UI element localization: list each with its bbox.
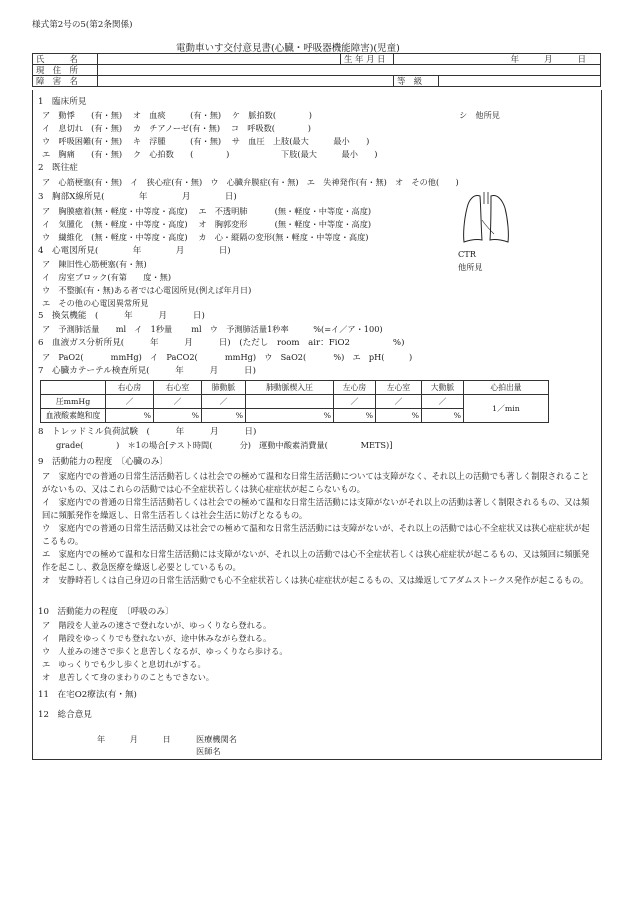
cath-col-6: 左心室 (376, 381, 422, 395)
cath-row2-cell[interactable]: % (334, 409, 376, 423)
sec4-row-3[interactable]: ウ 不整脈(有・無)ある者では心電図所見(例えば年月日) (42, 285, 252, 295)
sec1-row-1[interactable]: ア 動悸 (有・無) オ 血痰 (有・無) ケ 脈拍数( ) (42, 110, 312, 120)
cath-col-2: 右心室 (154, 381, 202, 395)
sec10-item-e[interactable]: オ 息苦しくて身のまわりのこともできない。 (42, 672, 214, 682)
sec4-row-4[interactable]: エ その他の心電図異常所見 (42, 298, 149, 308)
cath-row1-cell[interactable]: ／ (422, 395, 464, 409)
cath-row1-cell[interactable]: ／ (154, 395, 202, 409)
institution-label: 医療機関名 (196, 734, 237, 744)
cath-row1-cell[interactable]: ／ (202, 395, 246, 409)
form-title: 電動車いす交付意見書(心臓・呼吸器機能障害)(児童) (176, 43, 400, 54)
dob-label: 生 年 月 日 (341, 54, 394, 65)
cath-col-7: 大動脈 (422, 381, 464, 395)
sec9-title: 9 活動能力の程度 〔心臓のみ〕 (38, 457, 169, 467)
sec3-row-1[interactable]: ア 胸膜癒着(無・軽度・中等度・高度) エ 不透明肺 (無・軽度・中等度・高度) (42, 206, 372, 216)
name-label: 氏 名 (33, 54, 98, 65)
sec7-title: 7 心臓カテーテル検査所見( 年 月 日) (38, 366, 256, 376)
cath-row1-cell[interactable]: ／ (106, 395, 154, 409)
dob-field[interactable]: 年 月 日 (394, 54, 601, 65)
cath-row2-label: 血液酸素飽和度 (41, 409, 106, 423)
sec2-row[interactable]: ア 心筋梗塞(有・無) イ 狭心症(有・無) ウ 心臓弁膜症(有・無) エ 失神発作(有・無) オ その他( ) (42, 177, 459, 187)
sec3-row-3[interactable]: ウ 繊維化 (無・軽度・中等度・高度) カ 心・縦隔の変形(無・軽度・中等度・高度) (42, 232, 369, 242)
sec10-title: 10 活動能力の程度 〔呼吸のみ〕 (38, 607, 174, 617)
sec9-item-a[interactable]: ア 家庭内での普通の日常生活活動若しくは社会での極めて温和な日常生活活動については支障がなく、それ以上の活動でも著しく制限されることがないもの、又はこれらの活動では心不全症状若しくは狭心症症状が起こらないもの。 (42, 471, 590, 494)
sec10-item-a[interactable]: ア 階段を人並みの速さで登れないが、ゆっくりなら登れる。 (42, 620, 272, 630)
sec9-item-e[interactable]: オ 安静時若しくは自己身辺の日常生活活動でも心不全症状若しくは狭心症症状が起こるもの、又は繰返してアダムストークス発作が起こるもの。 (42, 575, 589, 585)
grade-label: 等 級 (394, 76, 439, 86)
sec6-title: 6 血液ガス分析所見( 年 月 日) (ただし room air：FiO2 %) (38, 338, 405, 348)
cath-row2-cell[interactable]: % (202, 409, 246, 423)
sec11-title[interactable]: 11 在宅O2療法(有・無) (38, 690, 137, 700)
name-field[interactable] (98, 54, 341, 65)
sec3-row-2[interactable]: イ 気腫化 (無・軽度・中等度・高度) オ 胸郭変形 (無・軽度・中等度・高度) (42, 219, 372, 229)
form-number: 様式第2号の5(第2条関係) (32, 20, 133, 30)
grade-cell (394, 76, 601, 87)
sec9-item-d[interactable]: エ 家庭内での極めて温和な日常生活活動には支障がないが、それ以上の活動では心不全症状若しくは狭心症症状が起こるもの、又は頻回に頻脈発作を起こし、救急医療を繰返し必要としているもの。 (42, 549, 590, 572)
left-lung-outline (490, 196, 508, 242)
catheter-table (40, 380, 549, 423)
sec5-title: 5 換気機能 ( 年 月 日) (38, 311, 205, 321)
sec10-item-d[interactable]: エ ゆっくりでも少し歩くと息切れがする。 (42, 659, 206, 669)
cath-row2-cell[interactable]: % (154, 409, 202, 423)
footer-date[interactable]: 年 月 日 (97, 734, 171, 744)
heart-shadow (482, 220, 494, 234)
sec10-item-c[interactable]: ウ 人並みの速さで歩くと息苦しくなるが、ゆっくりなら歩ける。 (42, 646, 288, 656)
sec8-row[interactable]: grade( ) ＊1の場合[テスト時間( 分) 運動中酸素消費量( METS)] (56, 440, 393, 450)
cath-row2-cell[interactable]: % (106, 409, 154, 423)
cath-hr-value[interactable]: 1／min (464, 395, 549, 423)
sec2-title: 2 既往症 (38, 163, 78, 173)
cath-row2-cell[interactable]: % (246, 409, 334, 423)
sec1-other: シ 他所見 (459, 110, 500, 120)
sec4-title: 4 心電図所見( 年 月 日) (38, 246, 231, 256)
cath-row1-cell[interactable]: ／ (334, 395, 376, 409)
xray-other-label: 他所見 (458, 262, 483, 272)
cath-col-3: 肺動脈 (202, 381, 246, 395)
sec1-title: 1 臨床所見 (38, 97, 87, 107)
sec1-row-2[interactable]: イ 息切れ (有・無) カ チアノーゼ(有・無) コ 呼吸数( ) (42, 123, 311, 133)
cath-col-4: 肺動脈楔入圧 (246, 381, 334, 395)
ctr-label: CTR (458, 249, 476, 259)
header-table (32, 53, 601, 87)
cath-corner (41, 381, 106, 395)
sec9-item-c[interactable]: ウ 家庭内での普通の日常生活活動又は社会での極めて温和な日常生活活動には支障がないが、それ以上の活動では心不全症状又は狭心症症状が起こるもの。 (42, 523, 590, 546)
sec1-row-4[interactable]: エ 胸痛 (有・無) ク 心拍数 ( ) 下肢(最大 最小 ) (42, 149, 378, 159)
doctor-label: 医師名 (196, 746, 221, 756)
cath-hr-label: 心拍出量 (464, 381, 549, 395)
address-field[interactable] (98, 65, 601, 76)
sec9-item-b[interactable]: イ 家庭内での普通の日常生活活動若しくは社会での極めて温和な日常生活活動には支障がないがそれ以上の活動は著しく制限されるもの、又は頻回に頻脈発作を繰返し、日常生活若しくは社会生活に妨げとなるもの。 (42, 497, 590, 520)
cath-row1-cell[interactable]: ／ (376, 395, 422, 409)
cath-row1-cell[interactable] (246, 395, 334, 409)
sec4-row-2[interactable]: イ 房室ブロック(有第 度・無) (42, 272, 172, 282)
disability-label: 障 害 名 (33, 76, 98, 87)
trachea-line (484, 192, 488, 204)
sec4-row-1[interactable]: ア 陳旧性心筋梗塞(有・無) (42, 259, 147, 269)
cath-col-5: 左心房 (334, 381, 376, 395)
cath-col-1: 右心房 (106, 381, 154, 395)
cath-row2-cell[interactable]: % (422, 409, 464, 423)
address-label: 現 住 所 (33, 65, 98, 76)
cath-row2-cell[interactable]: % (376, 409, 422, 423)
sec10-item-b[interactable]: イ 階段をゆっくりでも登れないが、途中休みながら登れる。 (42, 633, 272, 643)
right-lung-outline (464, 196, 482, 242)
sec12-title: 12 総合意見 (38, 710, 92, 720)
disability-field[interactable] (98, 76, 394, 87)
sec5-row[interactable]: ア 予測肺活量 ml イ 1秒量 ml ウ 予測肺活量1秒率 %(=イ／ア・100) (42, 324, 383, 334)
sec6-row[interactable]: ア PaO2( mmHg) イ PaCO2( mmHg) ウ SaO2( %) エ pH( ) (42, 352, 413, 362)
chest-xray-sketch (460, 190, 512, 246)
sec3-title: 3 胸部X線所見( 年 月 日) (38, 192, 237, 202)
cath-row1-label: 圧mmHg (41, 395, 106, 409)
sec1-row-3[interactable]: ウ 呼吸困難(有・無) キ 浮腫 (有・無) サ 血圧 上肢(最大 最小 ) (42, 136, 370, 146)
sec8-title: 8 トレッドミル負荷試験 ( 年 月 日) (38, 427, 257, 437)
